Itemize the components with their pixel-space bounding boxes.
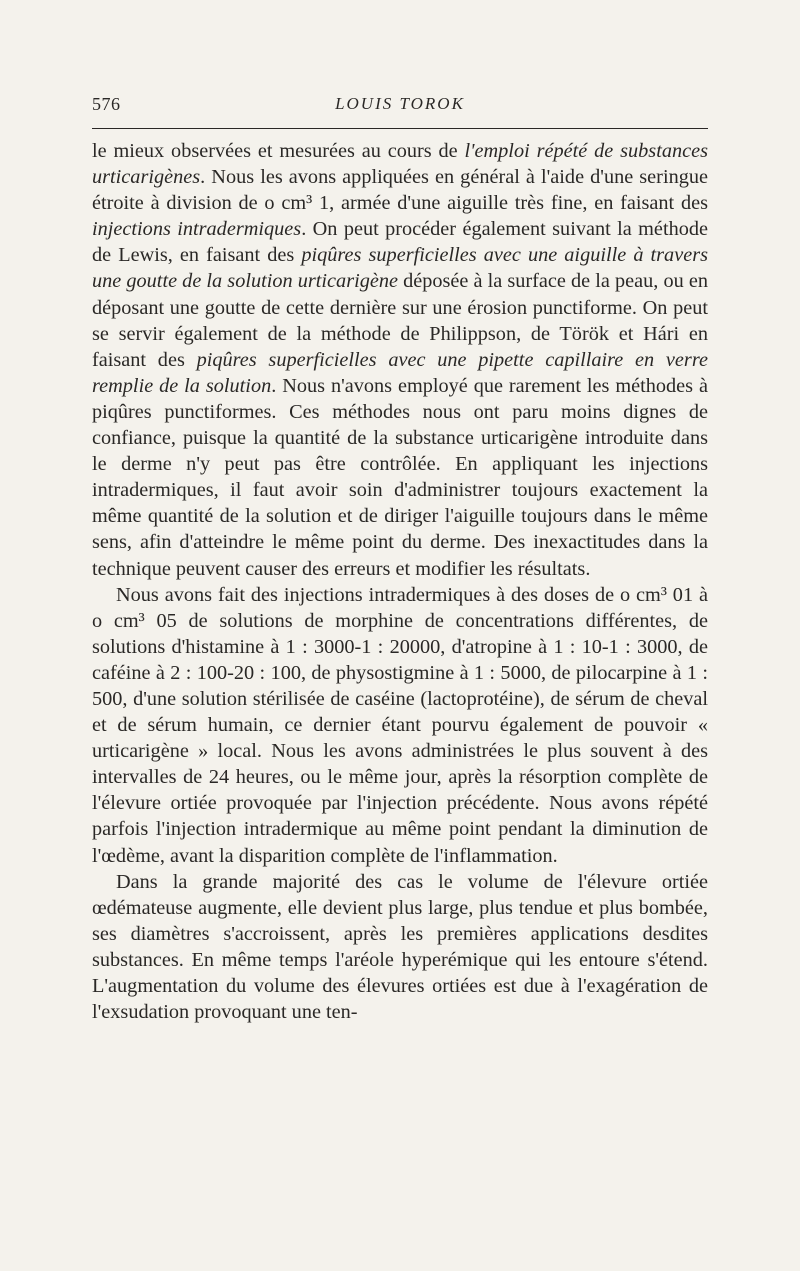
text-run: Dans la grande majorité des cas le volume de l'élevure ortiée œdémateuse augmente, elle devient plus large, plus tendue et plus bombée, ses diamètres s'accroissent, après les premières applications desdites substances. En même temps l'aréole hyperémique qui les entoure s'étend. L'augmentation du volume des élevures ortiées est due à l'exagération de l'exsudation provoquant une ten- xyxy=(92,870,708,1024)
page-header xyxy=(92,92,708,122)
text-run: . Nous les avons appliquées en général à l'aide d'une seringue étroite à division de o cm³ 1, armée d'une aiguille très fine, en faisant des xyxy=(92,166,708,215)
italic-text: l'emploi répété de substances urticarigènes xyxy=(92,140,709,189)
italic-text: piqûres superficielles avec une aiguille à travers une goutte de la solution urticarigène xyxy=(92,244,708,293)
italic-text: injections intradermiques xyxy=(92,218,302,241)
text-run: . Nous n'avons employé que rarement les méthodes à piqûres punctiformes. Ces méthodes nous ont paru moins dignes de confiance, puisque la quantité de la substance urticarigène introduite dans le derme n'y peut pas être contrôlée. En appliquant les injections intradermiques, il faut avoir soin d'administrer toujours exactement la même quantité de la solution et de diriger l'aiguille toujours dans le même sens, afin d'atteindre le même point du derme. Des inexactitudes dans la technique peuvent causer des erreurs et modifier les résultats. xyxy=(92,374,708,580)
text-run: . On peut procéder également suivant la méthode de Lewis, en faisant des xyxy=(92,218,708,267)
page-number: 576 xyxy=(92,94,121,114)
header-rule xyxy=(92,128,708,129)
italic-text: piqûres superficielles avec une pipette capillaire en verre remplie de la solution xyxy=(92,348,708,397)
running-title: LOUIS TOROK xyxy=(335,94,465,113)
text-run: le mieux observées et mesurées au cours de xyxy=(92,140,465,162)
paragraph xyxy=(92,582,708,869)
text-run: Nous avons fait des injections intradermiques à des doses de o cm³ 01 à o cm³ 05 de solutions de morphine de concentrations différentes, de solutions d'histamine à 1 : 3000-1 : 20000, d'atropine à 1 : 10-1 : 3000, de caféine à 2 : 100-20 : 100, de physostigmine à 1 : 5000, de pilocarpine à 1 : 500, d'une solution stérilisée de caséine (lactoprotéine), de sérum de cheval et de sérum humain, ce dernier étant pourvu également de pouvoir « urticarigène » local. Nous les avons administrées le plus souvent à des intervalles de 24 heures, ou le même jour, après la résorption complète de l'élevure ortiée provoquée par l'injection précédente. Nous avons répété parfois l'injection intradermique au même point pendant la diminution de l'œdème, avant la disparition complète de l'inflammation. xyxy=(92,583,708,867)
paragraph xyxy=(92,138,708,582)
text-run: déposée à la surface de la peau, ou en déposant une goutte de cette dernière sur une érosion punctiforme. On peut se servir également de la méthode de Philippson, de Török et Hári en faisant des xyxy=(92,270,708,371)
paragraph xyxy=(92,869,708,1026)
body-text xyxy=(92,138,708,1025)
